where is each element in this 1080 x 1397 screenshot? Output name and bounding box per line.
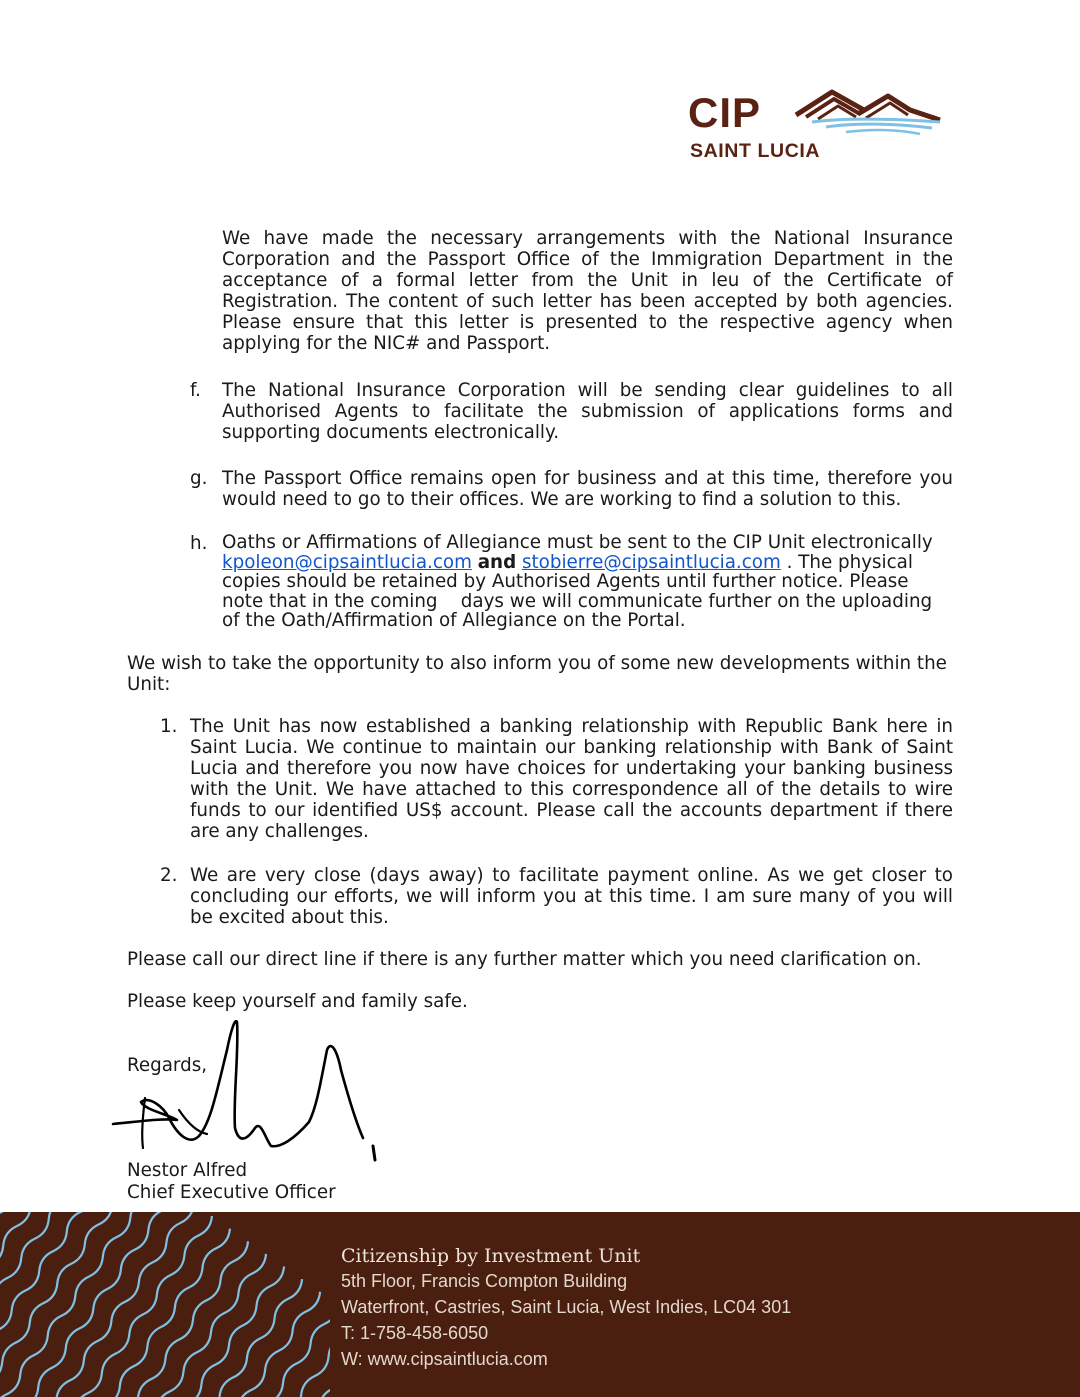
list-marker-h: h.: [190, 533, 208, 554]
footer-contact-block: [341, 1244, 791, 1372]
letterhead-footer: [0, 1212, 1080, 1397]
handwritten-signature: [105, 1010, 395, 1170]
numbered-item-banking: The Unit has now established a banking relationship with Republic Bank here in Saint Lucia. We continue to maintain our banking relationship with Bank of Saint Lucia and therefore you now have choices for undertaking your banking business with the Unit. We have attached to this correspondence all of the details to wire funds to our identified US$ account. Please call the accounts department if there are any challenges.: [190, 716, 953, 842]
footer-address-line-1: 5th Floor, Francis Compton Building: [341, 1271, 628, 1291]
logo-brand-text: CIP: [688, 89, 762, 136]
footer-organization: Citizenship by Investment Unit: [341, 1245, 641, 1267]
signatory-name: Nestor Alfred: [127, 1160, 248, 1181]
safety-line: Please keep yourself and family safe.: [127, 991, 468, 1012]
list-item-f: The National Insurance Corporation will be sending clear guidelines to all Authorised Agents to facilitate the submission of applications forms and supporting documents electronically.: [222, 380, 953, 443]
wave-pattern-decoration: [0, 1212, 330, 1397]
numbered-item-online-payment: We are very close (days away) to facilitate payment online. As we get closer to concluding our efforts, we will inform you at this time. I am sure many of you will be excited about this.: [190, 865, 953, 928]
footer-address-line-2: Waterfront, Castries, Saint Lucia, West Indies, LC04 301: [341, 1297, 792, 1317]
list-item-h: [222, 533, 953, 631]
list-item-g: The Passport Office remains open for business and at this time, therefore you would need to go to their offices. We are working to find a solution to this.: [222, 468, 953, 510]
email-conjunction: and: [477, 551, 517, 573]
cip-saint-lucia-logo: [688, 88, 948, 168]
footer-website[interactable]: W: www.cipsaintlucia.com: [341, 1349, 548, 1369]
email-link-kpoleon[interactable]: kpoleon@cipsaintlucia.com: [222, 551, 472, 573]
logo-subtitle-text: SAINT LUCIA: [690, 140, 821, 162]
numbered-marker-1: 1.: [160, 716, 178, 737]
list-item-h-tail-text: . The physical copies should be retained by Authorised Agents until further notice. Please note that in the coming days we will communicate further on the uploading of the Oath/Affirmation of Allegiance on the Portal.: [222, 551, 938, 631]
salutation: Regards,: [127, 1055, 208, 1076]
developments-intro: We wish to take the opportunity to also inform you of some new developments within the Unit:: [127, 653, 947, 695]
intro-paragraph: We have made the necessary arrangements with the National Insurance Corporation and the Passport Office of the Immigration Department in the acceptance of a formal letter from the Unit in leu of the Certificate of Registration. The content of such letter has been accepted by both agencies. Please ensure that this letter is presented to the respective agency when applying for the NIC# and Passport.: [222, 228, 953, 354]
list-item-h-lead-text: Oaths or Affirmations of Allegiance must be sent to the CIP Unit electronically: [222, 532, 933, 553]
closing-line: Please call our direct line if there is any further matter which you need clarification on.: [127, 949, 922, 970]
list-marker-g: g.: [190, 468, 208, 489]
mountain-wave-logo-icon: [792, 88, 942, 138]
signatory-title: Chief Executive Officer: [127, 1182, 336, 1203]
list-marker-f: f.: [190, 380, 201, 401]
numbered-marker-2: 2.: [160, 865, 178, 886]
footer-phone: T: 1-758-458-6050: [341, 1323, 489, 1343]
email-link-stobierre[interactable]: stobierre@cipsaintlucia.com: [521, 551, 781, 573]
